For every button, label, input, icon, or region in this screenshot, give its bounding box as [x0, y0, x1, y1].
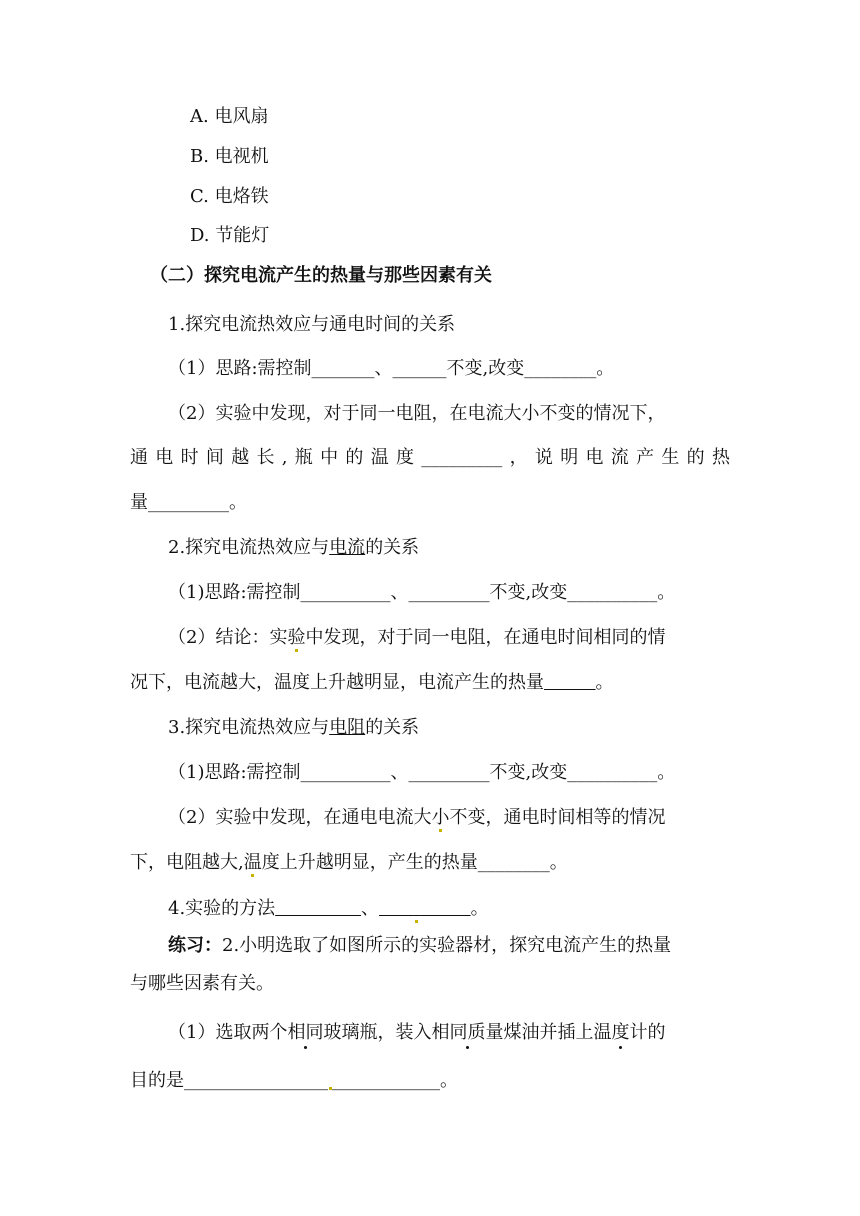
- option-c: C. 电烙铁: [190, 186, 269, 207]
- item2-title: 2.探究电流热效应与电流的关系: [168, 537, 420, 558]
- section-heading: （二）探究电流产生的热量与那些因素有关: [150, 265, 492, 286]
- practice-q1-line2: 目的是________________ ____________。: [130, 1070, 458, 1091]
- item2-p1: （1)思路:需控制__________、_________不变,改变__________。: [168, 582, 676, 603]
- item3-p2-line2: 下，电阻越大,温度上升越明显，产生的热量________。: [130, 852, 568, 873]
- option-a: A. 电风扇: [190, 106, 269, 127]
- item1-title: 1.探究电流热效应与通电时间的关系: [168, 314, 456, 335]
- practice-q1-line1: （1）选取两个相同玻璃瓶，装入相同质量煤油并插上温度计的: [168, 1022, 666, 1043]
- item3-p2-line1: （2）实验中发现，在通电电流大小不变，通电时间相等的情况: [168, 807, 666, 828]
- option-b: B. 电视机: [190, 146, 269, 167]
- item4-methods: 4.实验的方法 、 。: [168, 898, 489, 919]
- item3-title: 3.探究电流热效应与电阻的关系: [168, 717, 420, 738]
- practice-line2: 与哪些因素有关。: [130, 973, 274, 994]
- option-d: D. 节能灯: [190, 225, 270, 246]
- item1-p2-line2: 通电时间越长,瓶中的温度_________，说明电流产生的热: [130, 447, 730, 468]
- item2-p2-line2: 况下，电流越大，温度上升越明显，电流产生的热量 。: [130, 672, 614, 693]
- item1-p2-line1: （2）实验中发现，对于同一电阻，在电流大小不变的情况下，: [168, 403, 666, 424]
- item2-p2-line1: （2）结论：实验中发现，对于同一电阻，在通电时间相同的情: [168, 627, 666, 648]
- item3-p1: （1)思路:需控制__________、_________不变,改变__________。: [168, 762, 676, 783]
- item1-p2-line3: 量_________。: [130, 492, 247, 513]
- practice-line1: 练习：2.小明选取了如图所示的实验器材，探究电流产生的热量: [168, 935, 672, 956]
- item1-p1: （1）思路:需控制_______、______不变,改变________。: [168, 358, 615, 379]
